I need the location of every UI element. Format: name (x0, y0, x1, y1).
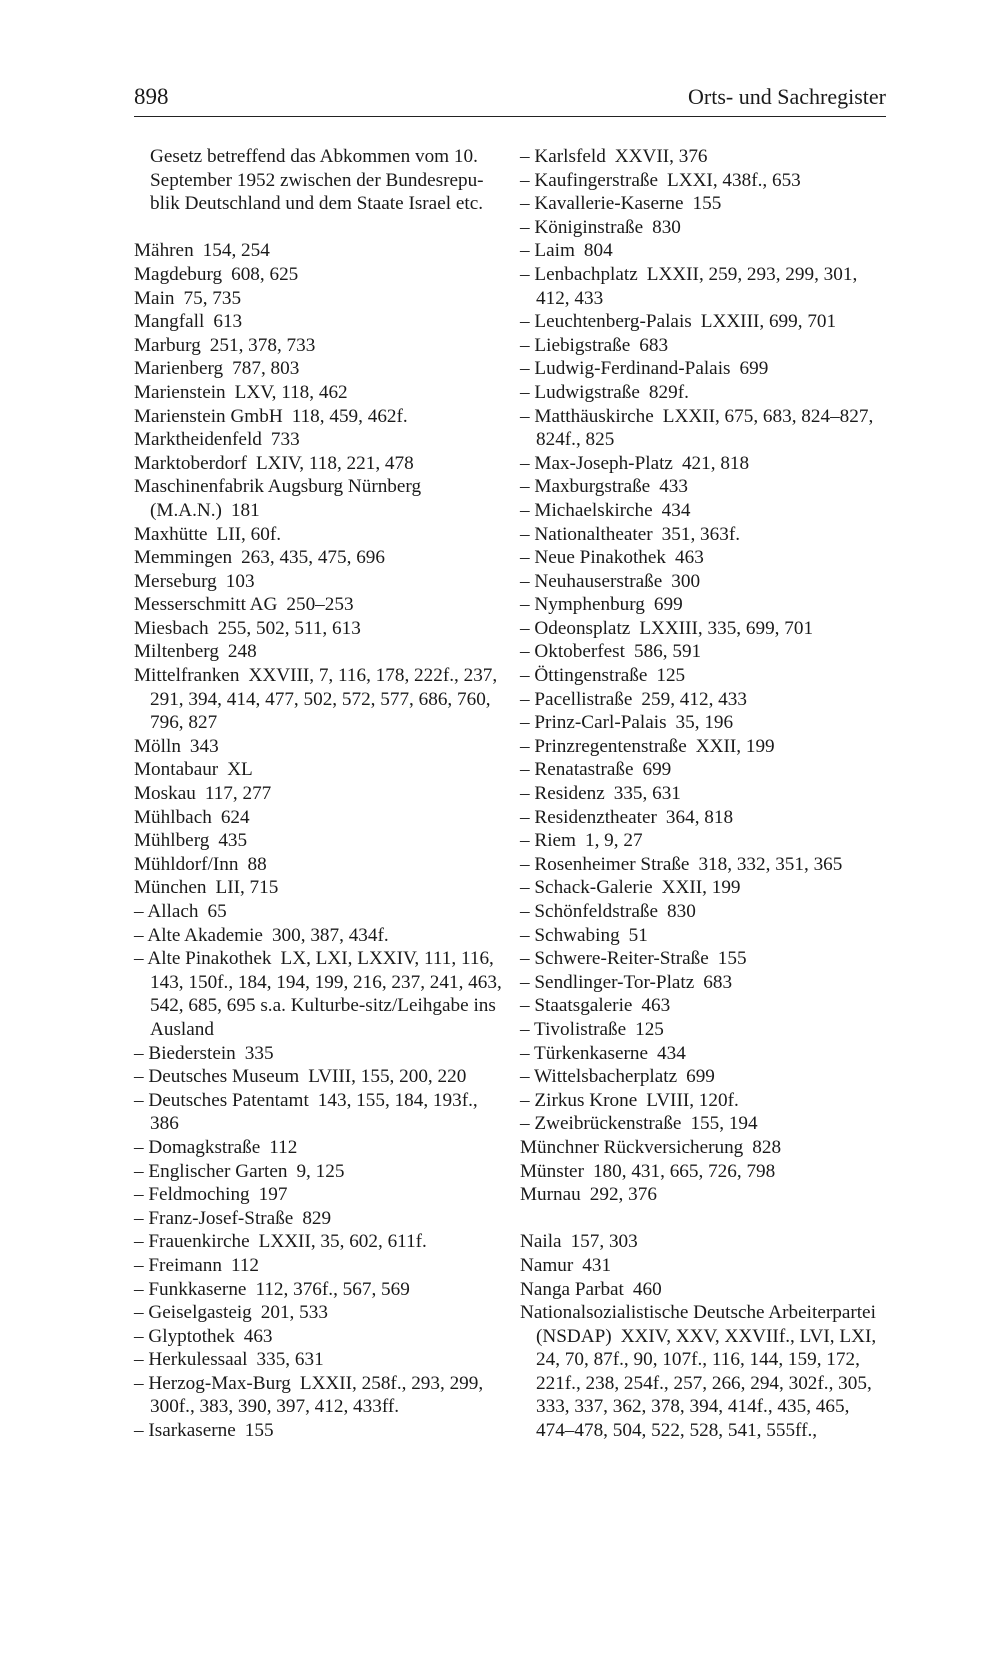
page-references: 586, 591 (633, 641, 702, 663)
index-term: – Frauenkirche (134, 1231, 250, 1253)
page-references: 250–253 (286, 594, 354, 616)
page-references: 88 (247, 853, 267, 875)
page-references: 155 (244, 1420, 274, 1442)
page-references: XL (227, 759, 253, 781)
index-entry (520, 1278, 890, 1302)
page-references: LXXII, 258f., 293, 299, 300f., 383, 390, 397, 412, 433ff. (150, 1372, 484, 1418)
index-term: Marienberg (134, 358, 224, 380)
index-term: Mähren (134, 240, 194, 262)
index-subentry (134, 1301, 504, 1325)
page-references: 463 (641, 995, 671, 1017)
index-term: – Residenztheater (520, 806, 657, 828)
page-references: 103 (225, 570, 255, 592)
index-subentry (134, 1207, 504, 1231)
page-references: LXXII, 35, 602, 611f. (258, 1231, 427, 1253)
page-references: 180, 431, 665, 726, 798 (592, 1160, 776, 1182)
index-subentry (520, 192, 890, 216)
index-entry (520, 1301, 890, 1443)
page-references: 351, 363f. (661, 523, 740, 545)
index-term: Mühlberg (134, 830, 210, 852)
index-term: – Glyptothek (134, 1325, 235, 1347)
index-term: – Karlsfeld (520, 146, 606, 167)
page-references: 255, 502, 511, 613 (217, 617, 361, 639)
index-subentry (520, 1042, 890, 1066)
index-subentry (520, 711, 890, 735)
index-term: Marburg (134, 334, 201, 356)
index-term: Münster (520, 1160, 584, 1182)
page-references: 828 (752, 1136, 782, 1158)
index-term: – Prinzregentenstraße (520, 735, 687, 757)
index-subentry (520, 405, 890, 452)
page-number: 898 (134, 84, 169, 109)
index-term: Münchner Rückversicherung (520, 1136, 744, 1158)
index-subentry (134, 1160, 504, 1184)
index-term: – Oktoberfest (520, 641, 625, 663)
index-term: – Nationaltheater (520, 523, 653, 545)
page-references: XXII, 199 (661, 877, 741, 899)
page-references: 251, 378, 733 (209, 334, 316, 356)
index-entry (134, 570, 504, 594)
page-references: 155, 194 (690, 1113, 758, 1135)
index-term: – Prinz-Carl-Palais (520, 712, 667, 734)
page-references: 433 (659, 476, 688, 498)
index-subentry (520, 1065, 890, 1089)
index-entry (134, 334, 504, 358)
running-title: Orts- und Sachregister (688, 84, 886, 109)
page-references: 248 (227, 641, 257, 663)
page-references: 463 (243, 1325, 273, 1347)
index-term: Moskau (134, 783, 196, 805)
index-subentry (134, 1325, 504, 1349)
index-term: – Schack-Galerie (520, 877, 653, 899)
index-term: München (134, 877, 207, 899)
index-subentry (520, 145, 890, 169)
index-term: – Staatsgalerie (520, 995, 633, 1017)
page-references: 460 (632, 1278, 662, 1300)
index-term: Nanga Parbat (520, 1278, 624, 1300)
index-subentry (134, 1042, 504, 1066)
index-term: – Geiselgasteig (134, 1302, 252, 1324)
index-term: Marienstein (134, 381, 226, 403)
page-references: 263, 435, 475, 696 (241, 547, 385, 569)
index-subentry (520, 758, 890, 782)
index-term: – Odeonsplatz (520, 617, 631, 639)
index-term: Marienstein GmbH (134, 405, 283, 427)
index-subentry (134, 1136, 504, 1160)
index-subentry (520, 994, 890, 1018)
index-term: – Laim (520, 240, 575, 262)
page-references: LXXIII, 699, 701 (700, 311, 837, 333)
index-column-left (134, 145, 504, 1443)
index-subentry (520, 523, 890, 547)
index-term: – Alte Akademie (134, 924, 263, 946)
index-term: – Max-Joseph-Platz (520, 452, 673, 474)
index-entry (134, 735, 504, 759)
index-term: – Deutsches Museum (134, 1066, 300, 1088)
page-references: 155 (717, 948, 747, 970)
index-term: – Funkkaserne (134, 1278, 247, 1300)
page-references: 35, 196 (675, 712, 734, 734)
index-subentry (520, 475, 890, 499)
page-references: 343 (189, 735, 219, 757)
index-entry (134, 428, 504, 452)
index-entry (134, 593, 504, 617)
index-term: – Franz-Josef-Straße (134, 1207, 294, 1229)
page-references: XXIV, XXV, XXVIIf., LVI, LXI, 24, 70, 87f., 90, 107f., 116, 144, 159, 172, 221f., 238, 254f., 257, 266, 294, 302f., 305, 333, 337, 362, 378, 394, 414f., 435, 465, 474–478, 504, 522, 528, 541, 555ff., (536, 1325, 877, 1442)
index-subentry (134, 1089, 504, 1136)
page-references: 683 (703, 971, 733, 993)
page-references: LXV, 118, 462 (234, 381, 348, 403)
index-subentry (520, 1112, 890, 1136)
index-entry (134, 381, 504, 405)
page-references: 125 (656, 665, 686, 687)
page-references: 201, 533 (260, 1302, 328, 1324)
index-term: – Liebigstraße (520, 334, 631, 356)
index-term: – Sendlinger-Tor-Platz (520, 971, 695, 993)
page-references: 431 (582, 1254, 612, 1276)
page-references: 335 (244, 1042, 274, 1064)
page-references: LXIV, 118, 221, 478 (255, 452, 414, 474)
page-references: 434 (661, 499, 691, 521)
index-entry (134, 664, 504, 735)
page-references: 435 (218, 830, 248, 852)
page-references: 733 (270, 429, 300, 451)
index-entry (134, 452, 504, 476)
page-references: 335, 631 (613, 783, 681, 805)
index-subentry (520, 357, 890, 381)
index-term: – Freimann (134, 1254, 222, 1276)
page-references: 9, 125 (296, 1160, 345, 1182)
index-term: – Zweibrückenstraße (520, 1113, 682, 1135)
page-references: 787, 803 (232, 358, 300, 380)
index-subentry (520, 169, 890, 193)
index-term: Merseburg (134, 570, 217, 592)
page-references: XXVIII, 7, 116, 178, 222f., 237, 291, 394, 414, 477, 502, 572, 577, 686, 760, 796, 827 (150, 665, 498, 734)
index-term: Naila (520, 1231, 562, 1253)
page-references: 829f. (648, 381, 689, 403)
index-subentry (134, 1254, 504, 1278)
index-subentry (520, 640, 890, 664)
index-term: – Neue Pinakothek (520, 547, 667, 569)
index-term: – Herkulessaal (134, 1349, 248, 1371)
index-term: Mölln (134, 735, 181, 757)
index-term: – Lenbachplatz (520, 263, 638, 285)
index-entry (134, 758, 504, 782)
index-term: – Feldmoching (134, 1184, 250, 1206)
index-term: – Kaufingerstraße (520, 169, 658, 191)
index-term: – Matthäuskirche (520, 405, 654, 427)
index-term: – Königinstraße (520, 216, 644, 238)
page-references: 830 (667, 901, 696, 922)
page-references: 699 (686, 1066, 715, 1088)
index-entry (134, 853, 504, 877)
page-references: 421, 818 (681, 452, 750, 474)
index-term: – Pacellistraße (520, 688, 633, 710)
index-subentry (134, 1183, 504, 1207)
index-subentry (520, 782, 890, 806)
index-entry (134, 310, 504, 334)
page-references: LII, 60f. (216, 523, 282, 545)
index-term: – Englischer Garten (134, 1160, 288, 1182)
index-subentry (520, 971, 890, 995)
index-subentry (134, 1348, 504, 1372)
index-term: – Michaelskirche (520, 499, 653, 521)
index-subentry (520, 617, 890, 641)
index-term: – Schönfeldstraße (520, 901, 659, 922)
page-references: LXXI, 438f., 653 (667, 169, 801, 191)
index-term: Marktoberdorf (134, 452, 247, 474)
index-term: Maschinenfabrik Augsburg Nürnberg (M.A.N.) (134, 476, 422, 521)
index-term: Montabaur (134, 759, 219, 781)
index-term: Mangfall (134, 311, 205, 333)
index-subentry (520, 829, 890, 853)
page-references: 117, 277 (204, 783, 272, 805)
index-subentry (520, 499, 890, 523)
index-subentry (520, 263, 890, 310)
index-entry (134, 782, 504, 806)
index-subentry (520, 1089, 890, 1113)
page-references: 118, 459, 462f. (291, 405, 408, 427)
index-entry (134, 829, 504, 853)
page-references: LXXII, 675, 683, 824–827, 824f., 825 (536, 405, 874, 451)
index-subentry (520, 310, 890, 334)
index-subentry (134, 1278, 504, 1302)
page-references: 608, 625 (231, 263, 299, 285)
page-references: LVIII, 155, 200, 220 (308, 1066, 467, 1088)
page-references: LXXII, 259, 293, 299, 301, 412, 433 (536, 263, 858, 309)
page-references: LX, LXI, LXXIV, 111, 116, 143, 150f., 184, 194, 199, 216, 237, 241, 463, 542, 685, 695 s.a. Kulturbe-sitz/Leihgabe ins Ausland (150, 948, 502, 1040)
index-term: Miesbach (134, 617, 209, 639)
page-references: 804 (583, 240, 613, 262)
page-references: 112 (230, 1254, 260, 1276)
index-subentry (520, 1018, 890, 1042)
section-gap (520, 1207, 890, 1231)
page-references: 683 (639, 334, 669, 356)
index-subentry (520, 947, 890, 971)
index-subentry (520, 452, 890, 476)
index-term: – Riem (520, 830, 576, 852)
index-subentry (134, 1372, 504, 1419)
page-references: XXII, 199 (695, 735, 775, 757)
index-term: – Leuchtenberg-Palais (520, 311, 692, 333)
index-term: – Wittelsbacherplatz (520, 1066, 678, 1088)
page-references: 300, 387, 434f. (271, 924, 389, 946)
index-subentry (520, 924, 890, 948)
page-references: 125 (635, 1018, 664, 1040)
index-term: – Deutsches Patentamt (134, 1089, 309, 1111)
index-subentry (134, 1230, 504, 1254)
index-entry (134, 405, 504, 429)
page-references: 1, 9, 27 (584, 830, 643, 852)
page-references: 335, 631 (256, 1349, 324, 1371)
page-references: 699 (653, 594, 683, 616)
index-term: Nationalsozialistische Deutsche Arbeiterpartei (NSDAP) (520, 1302, 876, 1347)
index-term: – Isarkaserne (134, 1420, 236, 1442)
index-term: Magdeburg (134, 263, 223, 285)
index-term: – Ludwigstraße (520, 381, 640, 403)
page-references: 75, 735 (183, 287, 242, 309)
index-term: – Residenz (520, 783, 605, 805)
index-term: – Ludwig-Ferdinand-Palais (520, 358, 731, 380)
index-subentry (134, 924, 504, 948)
page-references: 300 (671, 570, 701, 592)
index-subentry (134, 947, 504, 1041)
index-entry (134, 263, 504, 287)
index-entry (520, 1160, 890, 1184)
index-term: – Allach (134, 901, 199, 922)
index-term: – Nymphenburg (520, 594, 645, 616)
index-term: – Herzog-Max-Burg (134, 1372, 291, 1394)
index-term: – Domagkstraße (134, 1136, 261, 1158)
index-term: – Tivolistraße (520, 1018, 627, 1040)
index-subentry (520, 876, 890, 900)
index-entry (134, 546, 504, 570)
index-entry (520, 1183, 890, 1207)
index-term: – Biederstein (134, 1042, 236, 1064)
index-subentry (134, 1419, 504, 1443)
index-subentry (520, 593, 890, 617)
section-gap (134, 216, 504, 240)
index-subentry (520, 546, 890, 570)
page-references: 830 (652, 216, 681, 238)
page-references: 154, 254 (202, 240, 270, 262)
index-entry (134, 357, 504, 381)
page-references: 197 (258, 1184, 288, 1206)
page-references: 364, 818 (665, 806, 734, 828)
index-term: – Renatastraße (520, 759, 634, 781)
index-subentry (520, 381, 890, 405)
page-references: 624 (220, 806, 250, 828)
page-references: 112 (269, 1136, 298, 1158)
page-references: 51 (628, 924, 648, 946)
page-references: 613 (213, 311, 243, 333)
page-references: 65 (207, 901, 227, 922)
index-term: Mittelfranken (134, 665, 240, 687)
index-entry (134, 523, 504, 547)
page-references: LXXIII, 335, 699, 701 (639, 617, 814, 639)
index-subentry (520, 664, 890, 688)
page-references: 699 (739, 358, 769, 380)
page-references: 434 (657, 1042, 686, 1064)
index-subentry (520, 239, 890, 263)
index-term: – Schwere-Reiter-Straße (520, 948, 709, 970)
index-entry (134, 287, 504, 311)
page-references: 463 (675, 547, 704, 569)
index-entry (134, 640, 504, 664)
index-entry (134, 876, 504, 900)
index-subentry (520, 216, 890, 240)
index-term: – Neuhauserstraße (520, 570, 663, 592)
page-references: 112, 376f., 567, 569 (255, 1278, 410, 1300)
index-term: Murnau (520, 1184, 581, 1206)
index-term: – Öttingenstraße (520, 665, 648, 687)
index-entry (134, 239, 504, 263)
index-subentry (134, 1065, 504, 1089)
index-term: Namur (520, 1254, 574, 1276)
index-term: Miltenberg (134, 641, 219, 663)
index-term: – Kavallerie-Kaserne (520, 193, 684, 215)
page-references: 155 (692, 193, 722, 215)
index-subentry (520, 735, 890, 759)
index-subentry (520, 806, 890, 830)
index-term: – Maxburgstraße (520, 476, 651, 498)
index-term: Maxhütte (134, 523, 208, 545)
index-subentry (520, 900, 890, 924)
index-subentry (520, 334, 890, 358)
index-term: Mühlbach (134, 806, 212, 828)
index-term: Marktheidenfeld (134, 429, 262, 451)
index-subentry (520, 570, 890, 594)
index-term: – Rosenheimer Straße (520, 853, 690, 875)
page-references: XXVII, 376 (614, 146, 708, 167)
index-entry (134, 617, 504, 641)
page-references: 143, 155, 184, 193f., 386 (150, 1089, 478, 1135)
index-term: – Zirkus Krone (520, 1089, 638, 1111)
page-references: 181 (230, 499, 260, 521)
index-entry (134, 806, 504, 830)
page-references: 699 (642, 759, 672, 781)
page-references: 318, 332, 351, 365 (698, 853, 843, 875)
index-column-right (520, 145, 890, 1443)
index-term: Mühldorf/Inn (134, 853, 239, 875)
page-references: 829 (302, 1207, 332, 1229)
index-term: – Schwabing (520, 924, 620, 946)
index-term: Messerschmitt AG (134, 594, 278, 616)
index-subentry (134, 900, 504, 924)
index-subentry (520, 688, 890, 712)
index-term: Memmingen (134, 547, 233, 569)
index-continuation-text: Gesetz betreffend das Abkommen vom 10. September 1952 zwischen der Bundesrepu-blik Deutschland und dem Staate Israel etc. (150, 146, 484, 215)
index-entry (520, 1136, 890, 1160)
page-references: LII, 715 (215, 877, 279, 899)
index-subentry (520, 853, 890, 877)
index-entry (520, 1254, 890, 1278)
index-term: – Türkenkaserne (520, 1042, 649, 1064)
index-entry (134, 475, 504, 522)
page-references: 157, 303 (570, 1231, 638, 1253)
page-header (134, 82, 886, 117)
page-references: 259, 412, 433 (641, 688, 747, 710)
index-term: – Alte Pinakothek (134, 948, 272, 970)
index-entry (520, 1230, 890, 1254)
page-references: LVIII, 120f. (646, 1089, 739, 1111)
page-references: 292, 376 (589, 1184, 657, 1206)
index-term: Main (134, 287, 175, 309)
